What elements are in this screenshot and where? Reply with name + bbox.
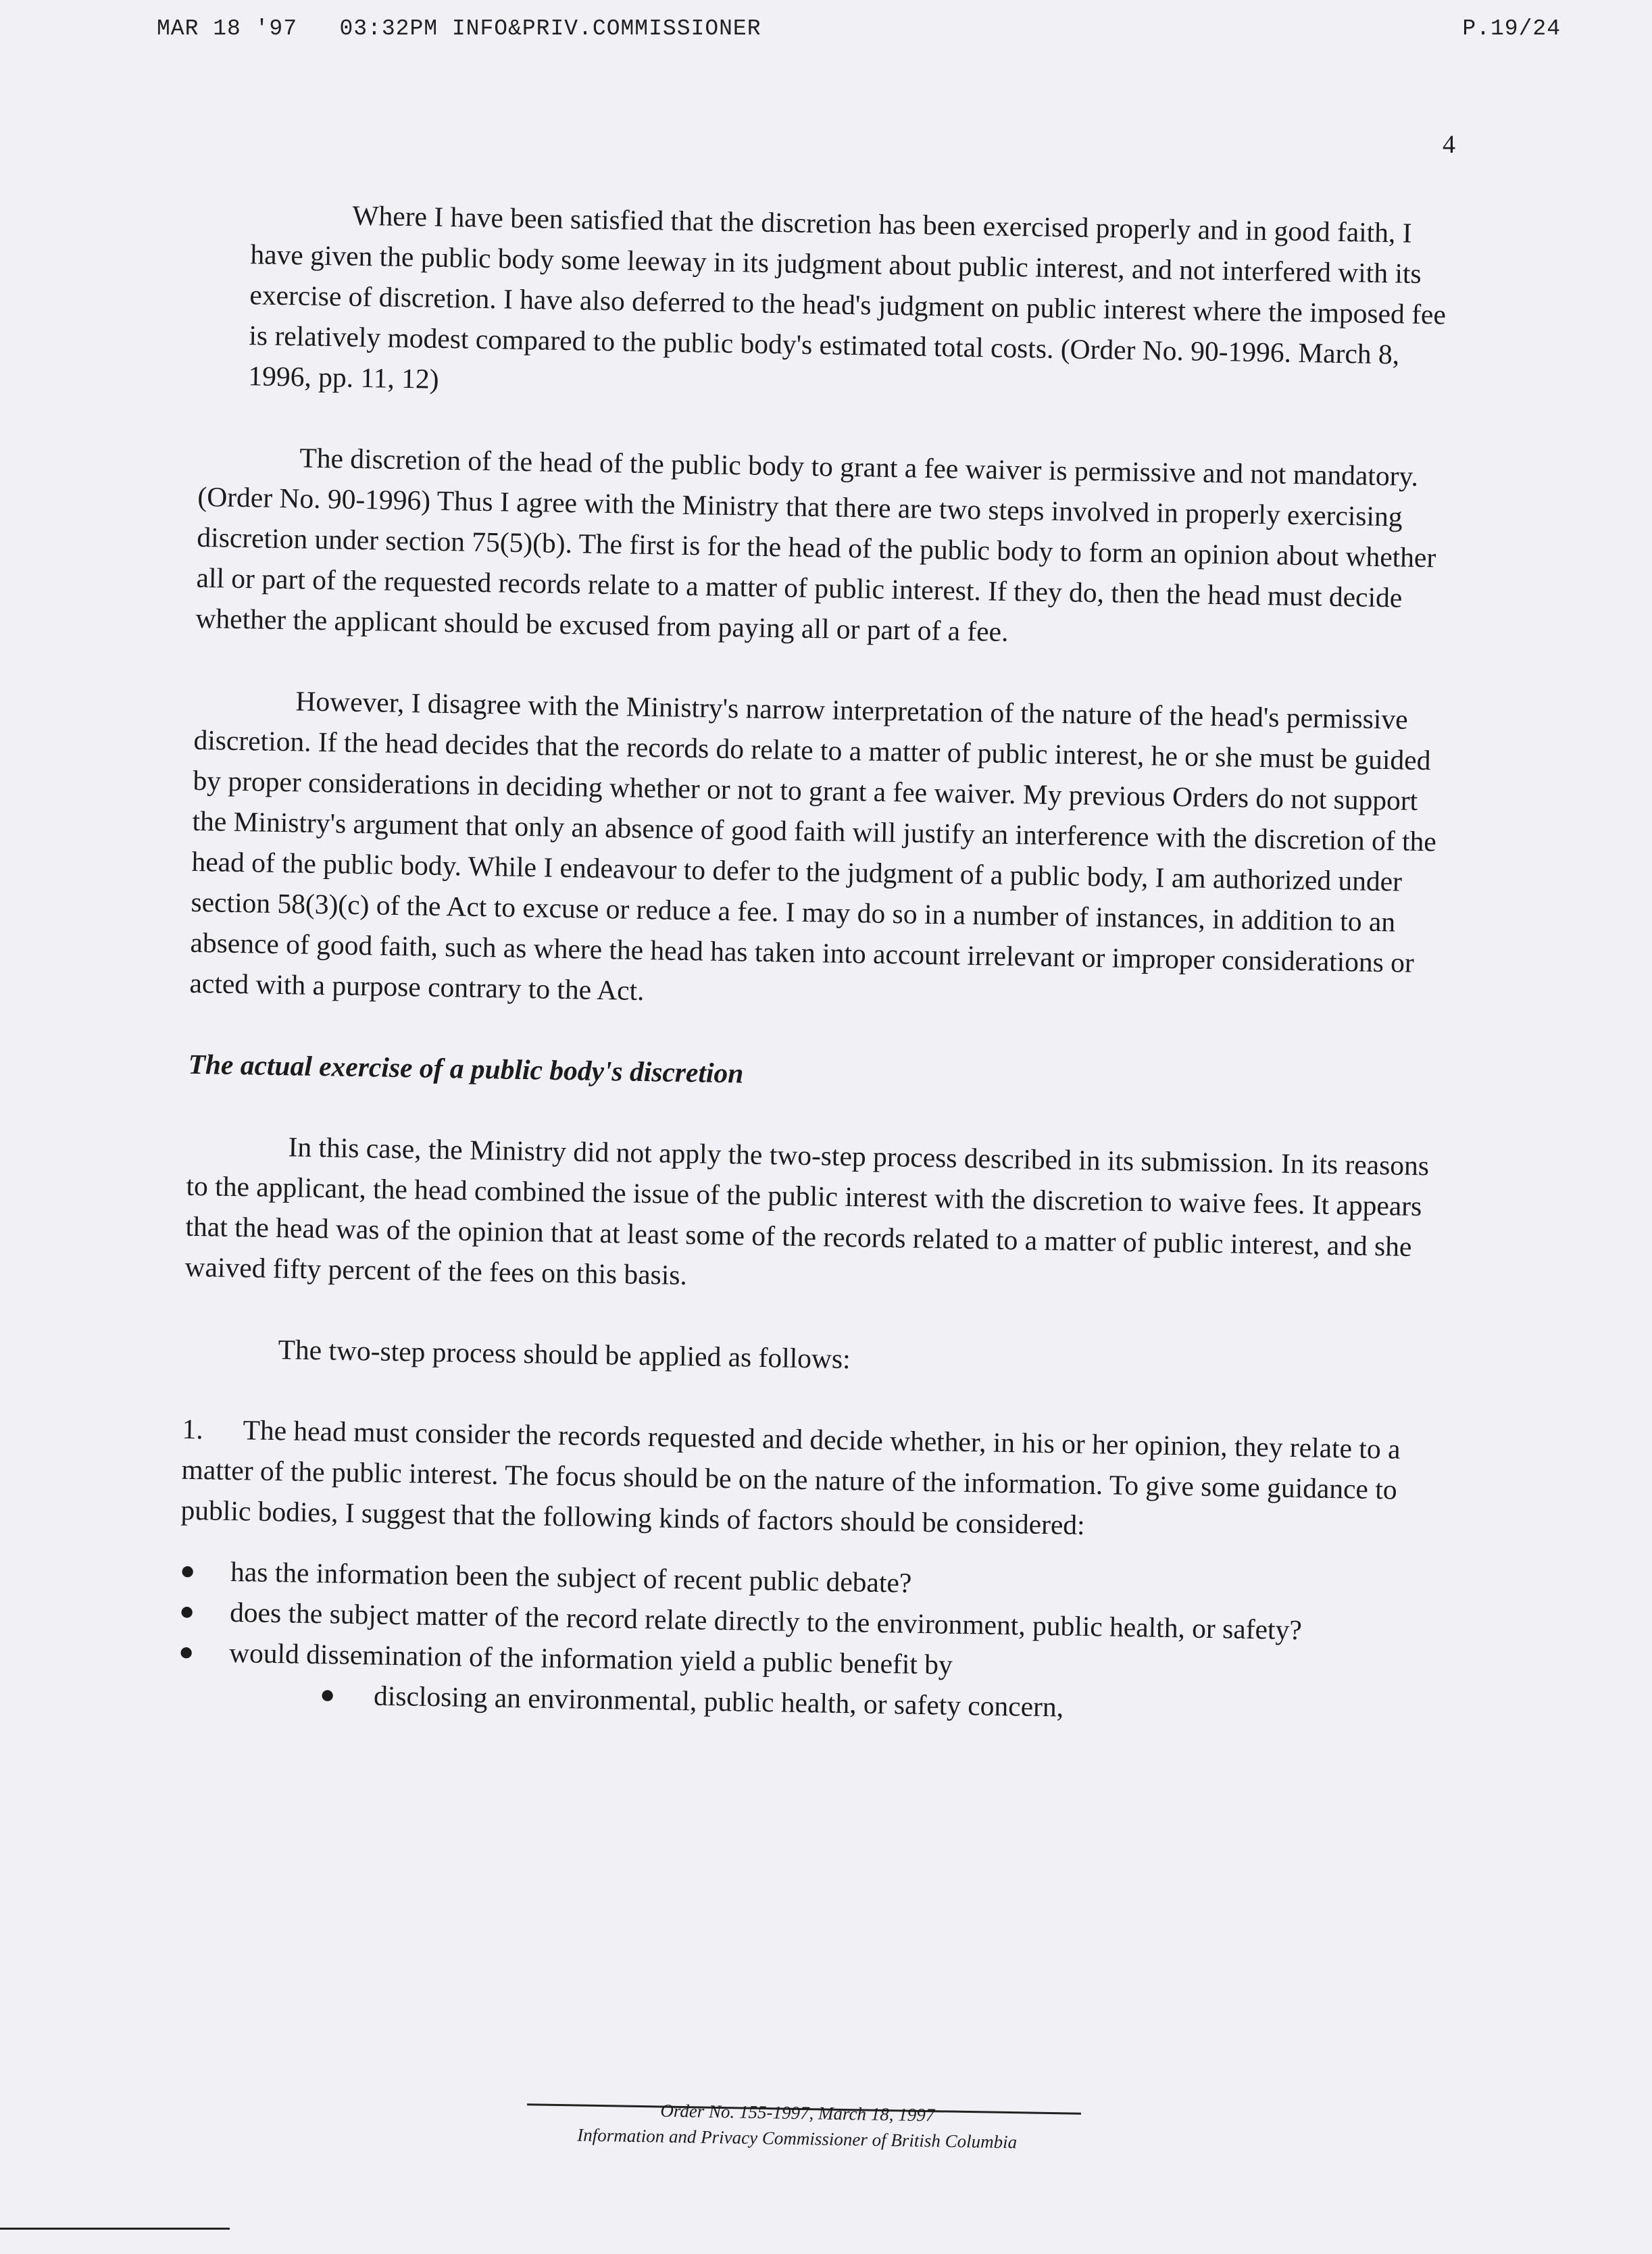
page-number: 4 — [1443, 130, 1455, 159]
factor-list — [178, 1551, 1434, 1693]
list-item-text: does the subject matter of the record relate directly to the environment, public health, or safety? — [229, 1596, 1303, 1646]
footer-order-line: Order No. 155-1997, March 18, 1997 — [660, 2100, 935, 2126]
footer-office-line: Information and Privacy Commissioner of British Columbia — [576, 2124, 1018, 2153]
bullet-icon: ● — [179, 1556, 196, 1586]
list-item-text: would dissemination of the information yield a public benefit by — [228, 1636, 953, 1680]
section-heading: The actual exercise of a public body's discretion — [188, 1048, 744, 1089]
bottom-rule — [0, 2228, 230, 2230]
fax-header-left: MAR 18 '97 03:32PM INFO&PRIV.COMMISSIONER — [157, 16, 761, 41]
list-item-text: disclosing an environmental, public health, or safety concern, — [373, 1680, 1064, 1723]
paragraph: The discretion of the head of the public body to grant a fee waiver is permissive and not mandatory. (Order No. 90-1996) Thus I agree with the Ministry that there are two steps involved in properly exercising discretion under section 75(5)(b). The first is for the head of the public body to form an opinion about whether all or part of the requested records relate to a matter of public interest. If they do, then the head must decide whether the applicant should be excused from paying all or part of a fee. — [195, 442, 1436, 647]
document-body — [178, 193, 1456, 1733]
bullet-icon: ● — [178, 1597, 195, 1626]
step-text: The head must consider the records requested and decide whether, in his or her opinion, they relate to a matter of the public interest. The focus should be on the nature of the information. To give some guidance to public bodies, I suggest that the following kinds of factors should be considered: — [180, 1414, 1401, 1541]
bullet-icon: ● — [178, 1637, 195, 1667]
page-footer — [513, 2095, 1081, 2156]
steps-intro: The two-step process should be applied as follows: — [278, 1334, 851, 1375]
numbered-step — [180, 1409, 1436, 1551]
fax-header — [157, 9, 1561, 53]
paragraph: However, I disagree with the Ministry's narrow interpretation of the nature of the head's permissive discretion. If the head decides that the records do relate to a matter of public interest, he or she must be guided by proper considerations in deciding whether or not to grant a fee waiver. My previous Orders do not support the Ministry's argument that only an absence of good faith will justify an interference with the discretion of the head of the public body. While I endeavour to defer to the judgment of a public body, I am authorized under section 58(3)(c) of the Act to excuse or reduce a fee. I may do so in a number of instances, in addition to an absence of good faith, such as where the head has taken into account irrelevant or improper considerations or acted with a purpose contrary to the Act. — [189, 685, 1437, 1006]
paragraph: In this case, the Ministry did not apply the two-step process described in its submission. In its reasons to the applicant, the head combined the issue of the public interest with the discretion to waive fees. It appears that the head was of the opinion that at least some of the records related to a matter of public interest, and she waived fifty percent of the fees on this basis. — [184, 1131, 1430, 1291]
list-item-text: has the information been the subject of recent public debate? — [230, 1555, 912, 1599]
step-number: 1. — [182, 1413, 204, 1445]
fax-page-count: P.19/24 — [1462, 16, 1561, 41]
bullet-icon: ● — [319, 1680, 336, 1709]
block-quote: Where I have been satisfied that the discretion has been exercised properly and in good faith, I have given the public body some leeway in its judgment about public interest, and not interfered with its exercise of discretion. I have also deferred to the head's judgment on public interest where the imposed fee is relatively modest compared to the public body's estimated total costs. (Order No. 90-1996. March 8, 1996, pp. 11, 12) — [248, 199, 1447, 395]
